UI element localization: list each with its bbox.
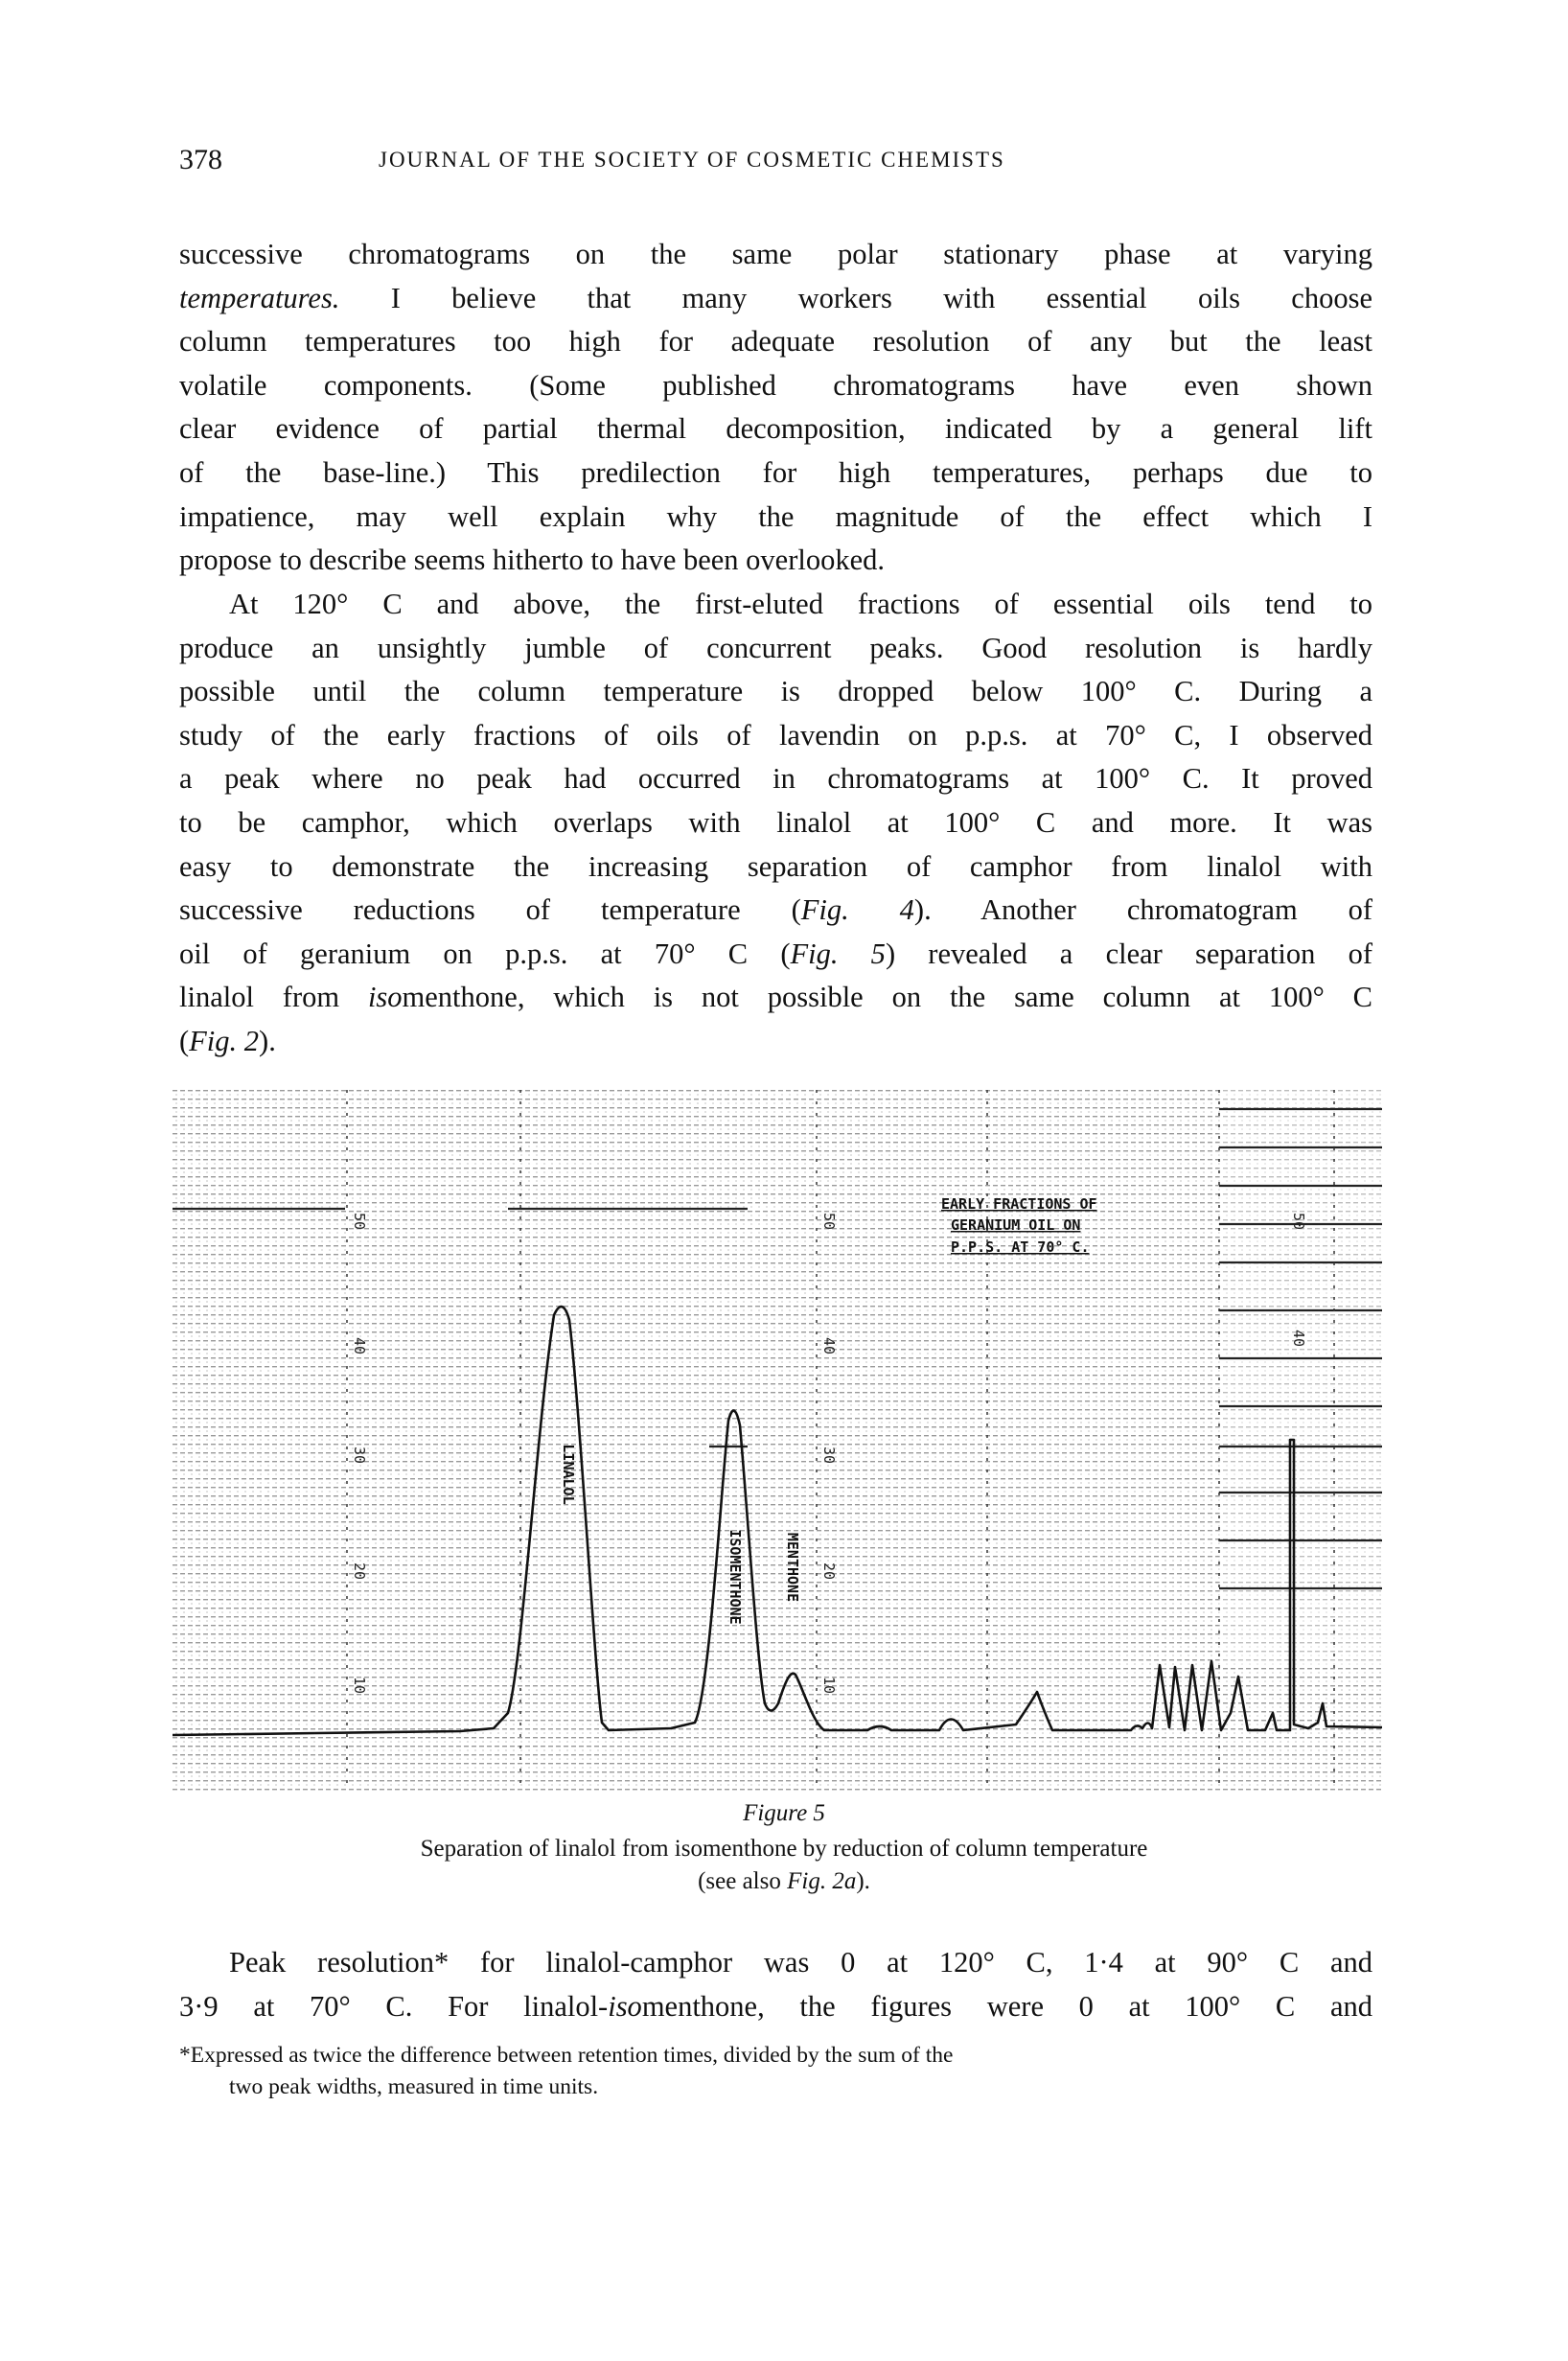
scale-tick: 50 <box>351 1213 368 1231</box>
text-segment: study of the early fractions of oils of lavendin on p.p.s. at 70° C, I observed <box>179 718 1372 752</box>
italic-text: iso <box>608 1989 642 2023</box>
page-number: 378 <box>179 144 222 175</box>
peak-label-linalol: LINALOL <box>560 1444 577 1505</box>
chart-paper-band <box>1219 1090 1382 1665</box>
running-head: JOURNAL OF THE SOCIETY OF COSMETIC CHEMISTS <box>379 148 1005 172</box>
figure-caption <box>0 1833 1568 1898</box>
caption-text: (see also <box>698 1868 788 1894</box>
scale-tick: 10 <box>820 1677 838 1695</box>
italic-text: Fig. 2 <box>189 1024 260 1057</box>
text-line <box>179 889 1372 933</box>
text-segment: menthone, the figures were 0 at 100° C and <box>641 1989 1372 2023</box>
figure-label: Figure 5 <box>743 1800 825 1826</box>
peak-label-isomenthone: ISOMENTHONE <box>726 1529 744 1625</box>
text-segment: linalol from <box>179 981 368 1014</box>
italic-text: temperatures. <box>179 281 340 314</box>
chromatogram-figure <box>173 1090 1382 1791</box>
text-segment: column temperatures too high for adequate resolution of any but the least <box>179 325 1372 359</box>
scale-tick: 50 <box>820 1213 838 1231</box>
scale-tick: 40 <box>820 1337 838 1355</box>
text-segment: Peak resolution* for linalol-camphor was 0 at 120° C, 1·4 at 90° C and <box>229 1946 1372 1979</box>
text-line <box>179 496 1372 540</box>
text-segment: 3·9 at 70° C. For linalol- <box>179 1989 609 2023</box>
text-line <box>179 757 1372 801</box>
text-segment: menthone, which is not possible on the same column at 100° C <box>402 981 1372 1014</box>
paragraph-1 <box>179 233 1372 583</box>
text-segment: produce an unsightly jumble of concurrent peaks. Good resolution is hardly <box>179 631 1372 664</box>
scale-tick: 50 <box>1290 1213 1307 1231</box>
text-line <box>179 364 1372 408</box>
text-segment: ( <box>179 1024 190 1057</box>
text-line <box>179 714 1372 758</box>
footnote-line: two peak widths, measured in time units. <box>229 2074 599 2099</box>
text-line <box>179 539 1372 583</box>
italic-text: Fig. 4 <box>800 893 914 927</box>
footnote <box>179 2040 1372 2103</box>
paragraph-2 <box>179 583 1372 1064</box>
peak-label-menthone: MENTHONE <box>784 1532 801 1603</box>
text-segment: impatience, may well explain why the magnitude of the effect which I <box>179 499 1372 533</box>
text-segment: ). <box>259 1024 276 1057</box>
text-line <box>179 845 1372 890</box>
chart-title-line: P.P.S. AT 70° C. <box>951 1238 1090 1256</box>
text-line <box>179 407 1372 451</box>
text-segment: successive chromatograms on the same polar stationary phase at varying <box>179 238 1372 270</box>
scale-tick: 20 <box>351 1562 368 1581</box>
text-line <box>179 277 1372 321</box>
caption-line: Separation of linalol from isomenthone by reduction of column temperature <box>420 1836 1148 1862</box>
chart-title-line: GERANIUM OIL ON <box>951 1216 1081 1234</box>
text-line <box>179 320 1372 364</box>
scale-tick: 20 <box>820 1562 838 1581</box>
text-line <box>179 451 1372 496</box>
text-segment: of the base-line.) This predilection for high temperatures, perhaps due to <box>179 455 1372 489</box>
scale-tick: 40 <box>1290 1330 1307 1348</box>
paragraph-3 <box>179 1941 1372 2028</box>
text-line <box>179 976 1372 1020</box>
text-segment: to be camphor, which overlaps with linalol at 100° C and more. It was <box>179 805 1372 839</box>
text-segment: a peak where no peak had occurred in chromatograms at 100° C. It proved <box>179 762 1372 796</box>
text-line <box>179 1020 1372 1064</box>
figure-reference: Fig. 2a <box>787 1868 857 1894</box>
italic-text: Fig. 5 <box>790 937 886 970</box>
text-segment: propose to describe seems hitherto to have been overlooked. <box>179 544 886 577</box>
scale-tick: 30 <box>820 1447 838 1465</box>
text-line <box>179 627 1372 671</box>
text-segment: clear evidence of partial thermal decomposition, indicated by a general lift <box>179 412 1372 446</box>
scale-tick: 10 <box>351 1677 368 1695</box>
text-segment: I believe that many workers with essential oils choose <box>339 281 1372 314</box>
text-segment: successive reductions of temperature ( <box>179 893 801 927</box>
text-segment: easy to demonstrate the increasing separation of camphor from linalol with <box>179 849 1372 883</box>
text-line <box>179 233 1372 277</box>
text-line <box>179 1941 1372 1985</box>
text-line <box>179 670 1372 714</box>
scale-tick: 40 <box>351 1337 368 1355</box>
text-segment: volatile components. (Some published chromatograms have even shown <box>179 368 1372 402</box>
text-segment: oil of geranium on p.p.s. at 70° C ( <box>179 937 791 970</box>
text-line <box>179 801 1372 845</box>
scale-tick: 30 <box>351 1447 368 1465</box>
footnote-line: *Expressed as twice the difference between retention times, divided by the sum of the <box>179 2043 954 2068</box>
text-line <box>179 933 1372 977</box>
text-segment: possible until the column temperature is dropped below 100° C. During a <box>179 675 1372 708</box>
chart-title-stamp <box>941 1195 1097 1256</box>
text-line <box>179 583 1372 627</box>
text-segment: ) revealed a clear separation of <box>885 937 1372 970</box>
italic-text: iso <box>367 981 403 1014</box>
caption-line <box>0 1865 1568 1898</box>
chart-title-line: EARLY FRACTIONS OF <box>941 1195 1097 1213</box>
text-segment: At 120° C and above, the first-eluted fractions of essential oils tend to <box>229 588 1372 620</box>
text-segment: ). Another chromatogram of <box>913 893 1373 927</box>
caption-text: ). <box>856 1868 870 1894</box>
text-line <box>179 1985 1372 2029</box>
